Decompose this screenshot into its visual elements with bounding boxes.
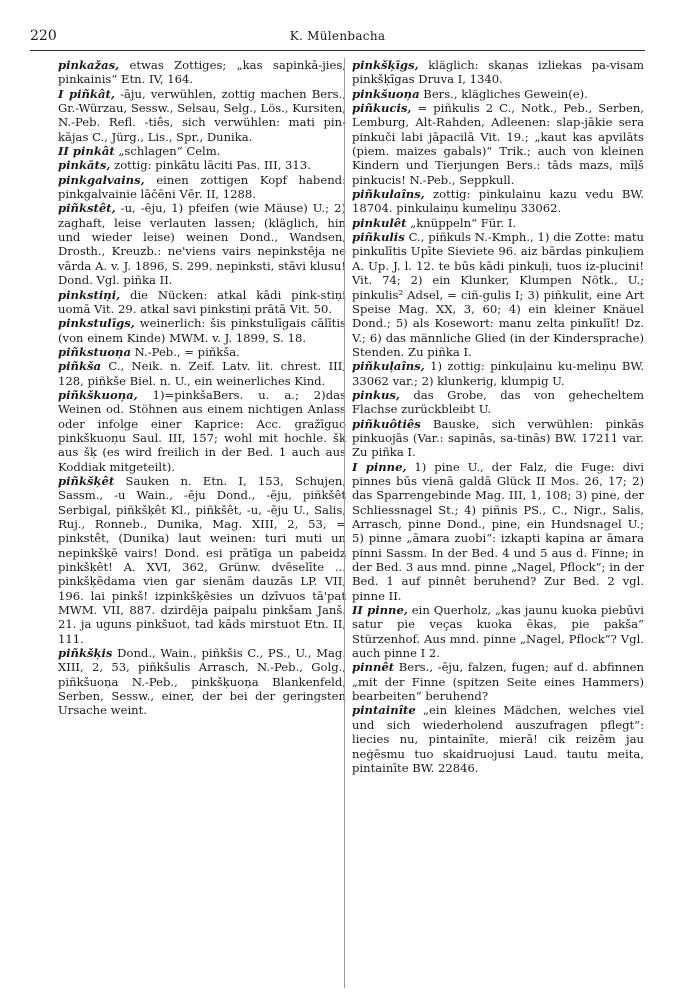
entry-text: N.-Peb., = piñkša.	[130, 344, 240, 359]
entry-headword: pinkšuoņa	[352, 86, 420, 101]
entry-text: einen zottigen Kopf habend: pinkgalvainie lāčēni Vēr. II, 1288.	[58, 172, 346, 202]
entry-text: zottig: pinkulainu kazu vedu BW. 18704. pinkulaiņu kumeliņu 33062.	[352, 187, 644, 216]
entry-headword: piñkucis,	[352, 101, 412, 116]
dictionary-entry	[58, 388, 346, 474]
entry-headword: pinnêt	[352, 660, 395, 675]
entry-headword: pinkgalvains,	[58, 172, 145, 187]
entry-text: Dond., Wain., piñkšis C., PS., U., Mag. XIII, 2, 53, piñkšulis Arrasch, N.-Peb., Golg., piñkšuoņa N.-Peb., pinkšķuoņa Blankenfeld, Serben, Sessw., einer, der bei der geringsten Ursache weint.	[58, 646, 346, 718]
dictionary-entry	[58, 288, 346, 317]
entry-text: kläglich: skaņas izliekas pa-visam pinkšķīgas Druva I, 1340.	[352, 58, 644, 87]
entry-text: C., Neik. n. Zeif. Latv. lit. chrest. III, 128, piñkše Biel. n. U., ein weinerliches Kind.	[58, 359, 346, 388]
entry-headword: piñkšķis	[58, 646, 113, 661]
dictionary-entry	[352, 187, 644, 216]
entry-text: die Nücken: atkal kādi pink-stiņi uomā Vit. 29. atkal savi pinkstiņi prātā Vit. 50.	[58, 287, 346, 316]
entry-text: ein Querholz, „kas jaunu kuoka piebūvi satur pie veças kuoka ēkas, pie pakša“ Stürzenhof. Aus mnd. pinne „Nagel, Pflock“? Vgl. auch pinne I 2.	[352, 603, 644, 661]
entry-headword: piñkstuoņa	[58, 344, 131, 359]
dictionary-entry	[352, 216, 644, 230]
entry-headword: pintainîte	[352, 703, 416, 718]
page-header	[30, 28, 645, 48]
left-column	[58, 58, 346, 718]
entry-headword: piñkuôtiês	[352, 416, 421, 431]
dictionary-entry	[352, 603, 644, 660]
entry-text: Bauske, sich verwühlen: pinkās pinkuojās (Var.: sapinās, sa-tinās) BW. 17211 var. Zu piñka I.	[352, 416, 644, 460]
entry-headword: piñkulaîns,	[352, 187, 425, 202]
dictionary-entry	[352, 660, 644, 703]
entry-text: weinerlich: šis pinkstulīgais cālītis (von einem Kinde) MWM. v. J. 1899, S. 18.	[58, 316, 346, 345]
dictionary-entry	[58, 87, 346, 144]
entry-headword: piñkstêt,	[58, 201, 116, 216]
dictionary-entry	[352, 58, 644, 87]
entry-text: 1)=pinkšaBers. u. a.; 2)das Weinen od. Stöhnen aus einem nichtigen Anlass oder infolge einer Kaprice: Acc. gražīguo pinkškuoņu Saul. III, 157; wohl mit hochle. šk aus šķ (es wird freilich in der Bed. 1 auch aus Koddiak mitgeteilt).	[58, 387, 346, 474]
entry-text: etwas Zottiges; „kas sapinkā-jies, pinkainis“ Etn. IV, 164.	[58, 58, 346, 87]
entry-headword: I pinne,	[352, 459, 407, 474]
entry-text: „knüppeln“ Für. I.	[406, 215, 517, 230]
dictionary-entry	[58, 58, 346, 87]
dictionary-entry	[58, 345, 346, 359]
column-divider	[344, 58, 345, 988]
dictionary-entry	[352, 460, 644, 603]
entry-headword: pinkstiņi,	[58, 287, 121, 302]
entry-text: C., piñkuls N.-Kmph., 1) die Zotte: matu pinkulītis Upīte Sieviete 96. aiz bārdas pinkuļiem A. Up. J. l. 12. te būs kādi pinkuļi, tuos iz-plucini! Vit. 74; 2) ein Klunker, Klumpen Nötk., U.; pinkulis² Adsel, = ciñ-gulis I; 3) piñkulit, eine Art Speise Mag. XX, 3, 60; 4) ein kleiner Knäuel Dond.; 5) als Kosewort: manu zelta pinkulīt! Dz. V.; 6) das männliche Glied (in der Kindersprache) Stenden. Zu piñka I.	[352, 230, 644, 359]
entry-headword: pinkāts,	[58, 158, 111, 173]
entry-text: Bers., -ēju, falzen, fugen; auf d. abfinnen „mit der Finne (spitzen Seite eines Hammers) bearbeiten“ beruhend?	[352, 660, 644, 704]
entry-headword: pinkažas,	[58, 58, 120, 72]
entry-text: Bers., klägliches Gewein(e).	[419, 86, 588, 101]
page-number: 220	[30, 28, 57, 44]
entry-headword: pinkus,	[352, 387, 400, 402]
entry-headword: piñkša	[58, 359, 102, 374]
entry-headword: piñkškuoņa,	[58, 387, 138, 402]
dictionary-entry	[352, 703, 644, 775]
dictionary-entry	[58, 474, 346, 646]
entry-text: 1) zottig: pinkuļainu ku-meliņu BW. 33062 var.; 2) klunkerig, klumpig U.	[352, 359, 644, 388]
entry-headword: pinkstulīgs,	[58, 316, 135, 331]
entry-headword: piñkšķêt	[58, 473, 115, 488]
entry-text: 1) pine U., der Falz, die Fuge: divi pinnes būs vienā galdā Glück II Mos. 26, 17; 2) das Sparrengebinde Mag. III, 1, 108; 3) pine, der Schliessnagel St.; 4) piñnis PS., C., Nigr., Salis, Arrasch, pinne Dond., pine, ein Hundsnagel U.; 5) pinne „āmara zuobi“: izkapti kapina ar āmara pinni Sassm. In der Bed. 4 und 5 aus d. Finne; in der Bed. 3 aus mnd. pinne „Nagel, Pflock“; in der Bed. 1 auf pinnêt beruhend? Zur Bed. 2 vgl. pinne II.	[352, 459, 644, 603]
header-rule	[30, 50, 645, 51]
dictionary-entry	[58, 173, 346, 202]
right-column	[352, 58, 644, 775]
dictionary-entry	[352, 359, 644, 388]
dictionary-entry	[58, 158, 346, 172]
dictionary-entry	[58, 201, 346, 287]
entry-text: das Grobe, das von gehecheltem Flachse zurückbleibt U.	[352, 387, 644, 417]
dictionary-entry	[58, 359, 346, 388]
entry-headword: piñkulis	[352, 230, 405, 245]
entry-text: Sauken n. Etn. I, 153, Schujen, Sassm., -u Wain., -ēju Dond., -ēju, piñkšêt Serbigal, piñkšķêt Kl., piñkšêt, -u, -ēju U., Salis, Ruj., Ronneb., Dunika, Mag. XIII, 2, 53, = pinkstêt, (Dunika) laut weinen: turi muti un nepinkšķē vairs! Dond. esi prātīga un pabeidz pinkšķêt! A. XVI, 362, Grünw. dvēselīte ... pinkšķēdama vien gar sienām dauzās LP. VII, 196. lai pinkš! izpinkšķēsies un dzīvuos tā'pat MWM. VII, 887. dzirdēja paipalu pinkšam Janš. 21. ja uguns pinkšuot, tad kāds mirstuot Etn. II, 111.	[58, 473, 346, 646]
entry-text: -āju, verwühlen, zottig machen Bers., Gr.-Würzau, Sessw., Selsau, Selg., Lös., Kursiten, N.-Peb. Refl. -tiês, sich verwühlen: mati pin-kājas C., Jürg., Lis., Spr., Dunika.	[58, 86, 347, 144]
dictionary-entry	[58, 144, 346, 158]
running-head: K. Mülenbacha	[289, 29, 386, 43]
dictionary-entry	[58, 646, 346, 718]
entry-headword: I piñkât,	[58, 86, 115, 101]
dictionary-entry	[352, 101, 644, 187]
dictionary-entry	[352, 417, 644, 460]
entry-text: = piñkulis 2 C., Notk., Peb., Serben, Lemburg, Alt-Rahden, Adleenen: slap-jākie sera pinkuči labi jāpacilā Vit. 19.; „kaut kas apvilāts (piem. maizes gabals)“ Trik.; auch von kleinen Kindern und Tierjungen Bers.: tāds mazs, mīļš pinkucis! N.-Peb., Seppkull.	[352, 101, 644, 187]
entry-headword: pinkulêt	[352, 215, 407, 230]
entry-text: -u, -ēju, 1) pfeifen (wie Mäuse) U.; 2) zaghaft, leise verlauten lassen; (kläglich, hin und wieder leise) weinen Dond., Wandsen, Drosth., Kreuzb.: ne'viens vairs nepinkstēja ne vārda A. v. J. 1896, S. 299. nepinksti, stāvi klusu! Dond. Vgl. piñka II.	[58, 201, 346, 288]
dictionary-entry	[352, 388, 644, 417]
dictionary-entry	[58, 316, 346, 345]
entry-headword: pinkšķīgs,	[352, 58, 419, 72]
dictionary-entry	[352, 87, 644, 101]
entry-text: „schlagen“ Celm.	[114, 144, 221, 159]
entry-text: zottig: pinkātu lāciti Pas. III, 313.	[110, 158, 311, 173]
entry-headword: II pinkât	[58, 144, 115, 159]
entry-headword: piñkuļaîns,	[352, 359, 425, 374]
entry-headword: II pinne,	[352, 603, 408, 618]
entry-text: „ein kleines Mädchen, welches viel und sich wiederholend auszufragen pflegt“: liecies nu, pintainīte, mierā! cik reizēm jau neģēsmu tuo skaidruojusi Laud. tautu meita, pintainīte BW. 22846.	[352, 703, 644, 775]
dictionary-entry	[352, 230, 644, 359]
